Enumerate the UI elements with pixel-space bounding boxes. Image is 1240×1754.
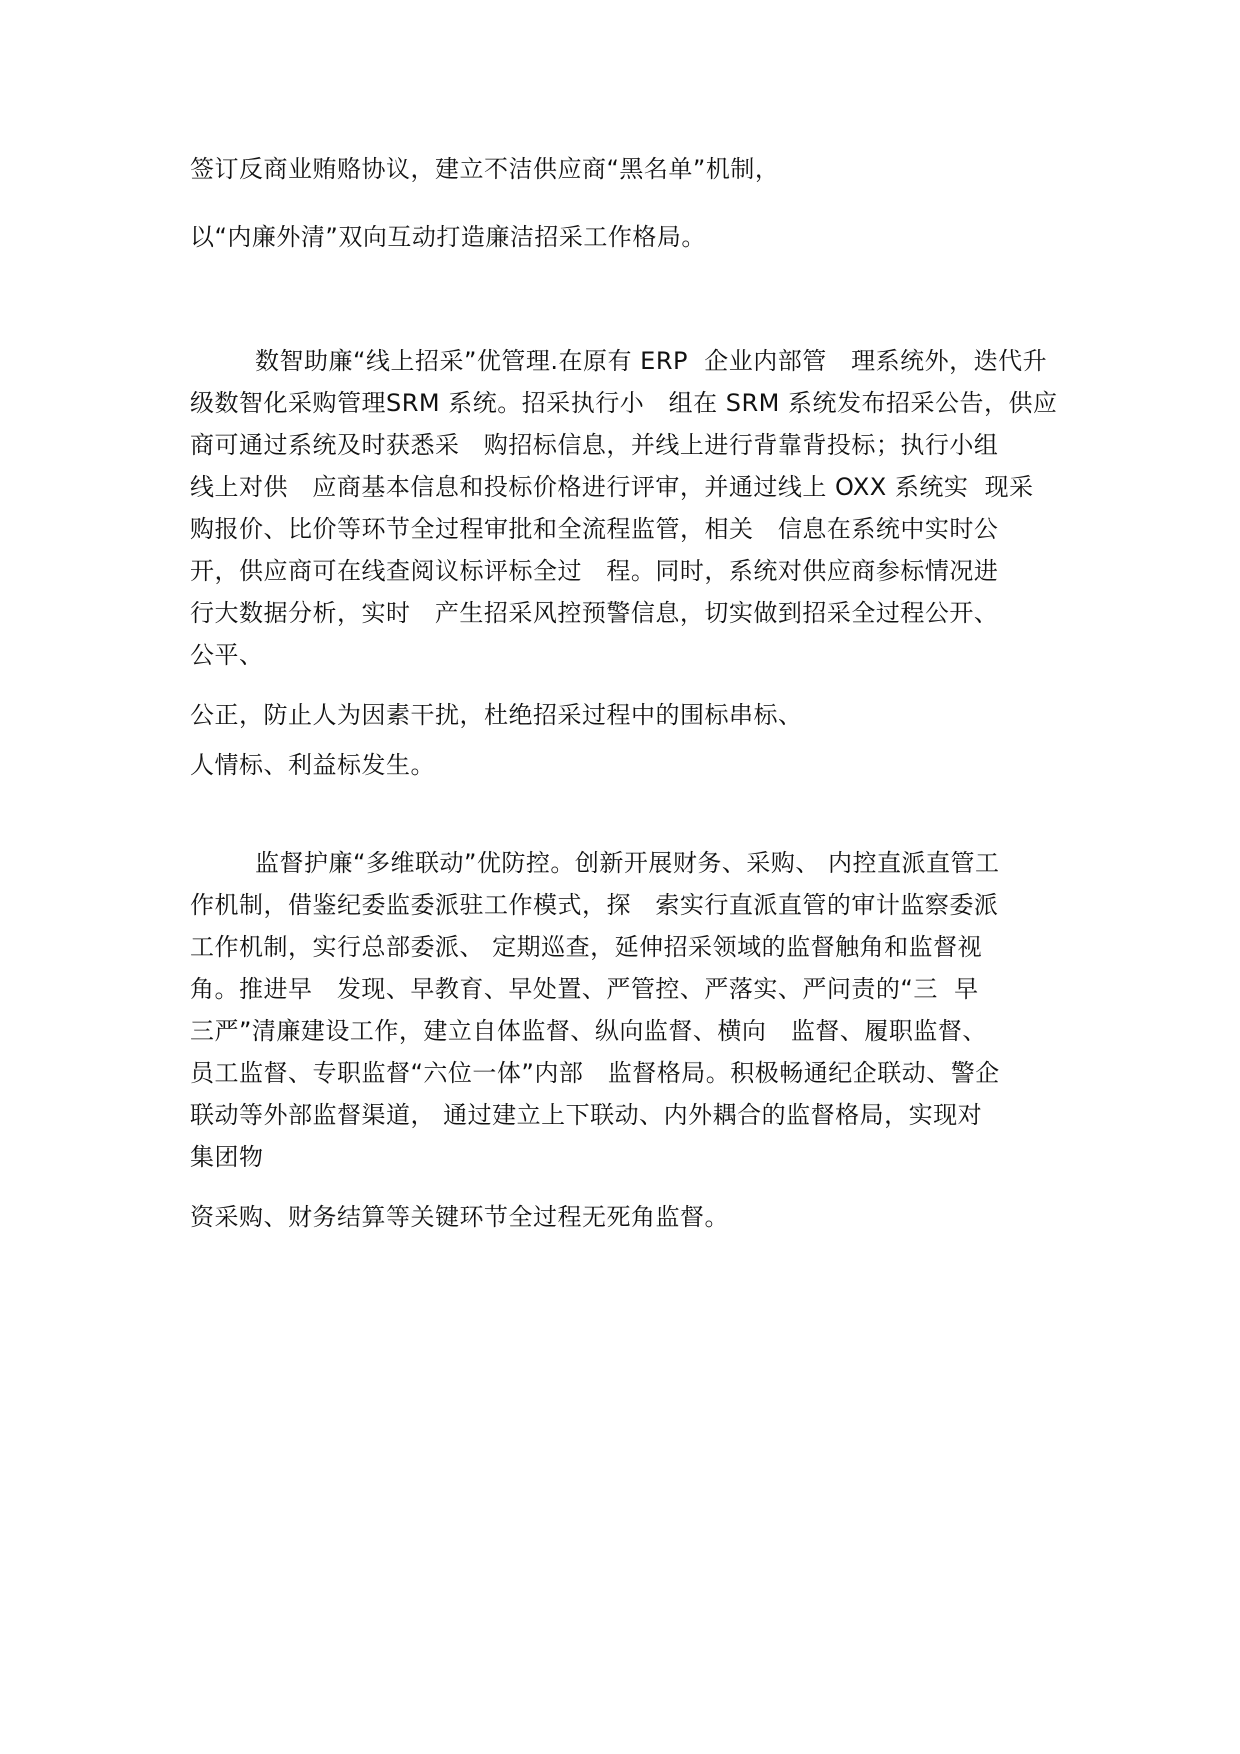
paragraph-2-line-6: 开，供应商可在线查阅议标评标全过 程。同时，系统对供应商参标情况进: [190, 557, 999, 585]
paragraph-1-line-2: 以“内廉外清”双向互动打造廉洁招采工作格局。: [190, 223, 706, 251]
paragraph-3-line-2: 作机制，借鉴纪委监委派驻工作模式，探 索实行直派直管的审计监察委派: [190, 891, 999, 919]
paragraph-3-line-8: 集团物: [190, 1143, 264, 1171]
paragraph-3-line-7: 联动等外部监督渠道， 通过建立上下联动、内外耦合的监督格局，实现对: [190, 1101, 983, 1129]
paragraph-2-line-10: 人情标、利益标发生。: [190, 751, 435, 779]
paragraph-2-line-1: 数智助廉“线上招采”优管理.在原有 ERP 企业内部管 理系统外，迭代升: [190, 347, 1048, 375]
paragraph-2-line-5: 购报价、比价等环节全过程审批和全流程监管，相关 信息在系统中实时公: [190, 515, 999, 543]
paragraph-2-line-8: 公平、: [190, 641, 264, 669]
paragraph-1-line-1: 签订反商业贿赂协议，建立不洁供应商“黑名单”机制，: [190, 155, 780, 183]
paragraph-3-line-3: 工作机制，实行总部委派、 定期巡查，延伸招采领域的监督触角和监督视: [190, 933, 983, 961]
paragraph-2-line-4: 线上对供 应商基本信息和投标价格进行评审，并通过线上 OXX 系统实 现采: [190, 473, 1034, 501]
paragraph-3-line-4: 角。推进早 发现、早教育、早处置、严管控、严落实、严问责的“三 早: [190, 975, 979, 1003]
paragraph-2-line-7: 行大数据分析，实时 产生招采风控预警信息，切实做到招采全过程公开、: [190, 599, 999, 627]
paragraph-3-line-1: 监督护廉“多维联动”优防控。创新开展财务、采购、 内控直派直管工: [190, 849, 1000, 877]
paragraph-3-line-5: 三严”清廉建设工作，建立自体监督、纵向监督、横向 监督、履职监督、: [190, 1017, 987, 1045]
paragraph-2-line-3: 商可通过系统及时获悉采 购招标信息，并线上进行背靠背投标；执行小组: [190, 431, 999, 459]
paragraph-3-line-9: 资采购、财务结算等关键环节全过程无死角监督。: [190, 1203, 729, 1231]
paragraph-2-line-9: 公正，防止人为因素干扰，杜绝招采过程中的围标串标、: [190, 701, 803, 729]
paragraph-3-line-6: 员工监督、专职监督“六位一体”内部 监督格局。积极畅通纪企联动、警企: [190, 1059, 1000, 1087]
paragraph-2-line-2: 级数智化采购管理SRM 系统。招采执行小 组在 SRM 系统发布招采公告，供应: [190, 389, 1058, 417]
